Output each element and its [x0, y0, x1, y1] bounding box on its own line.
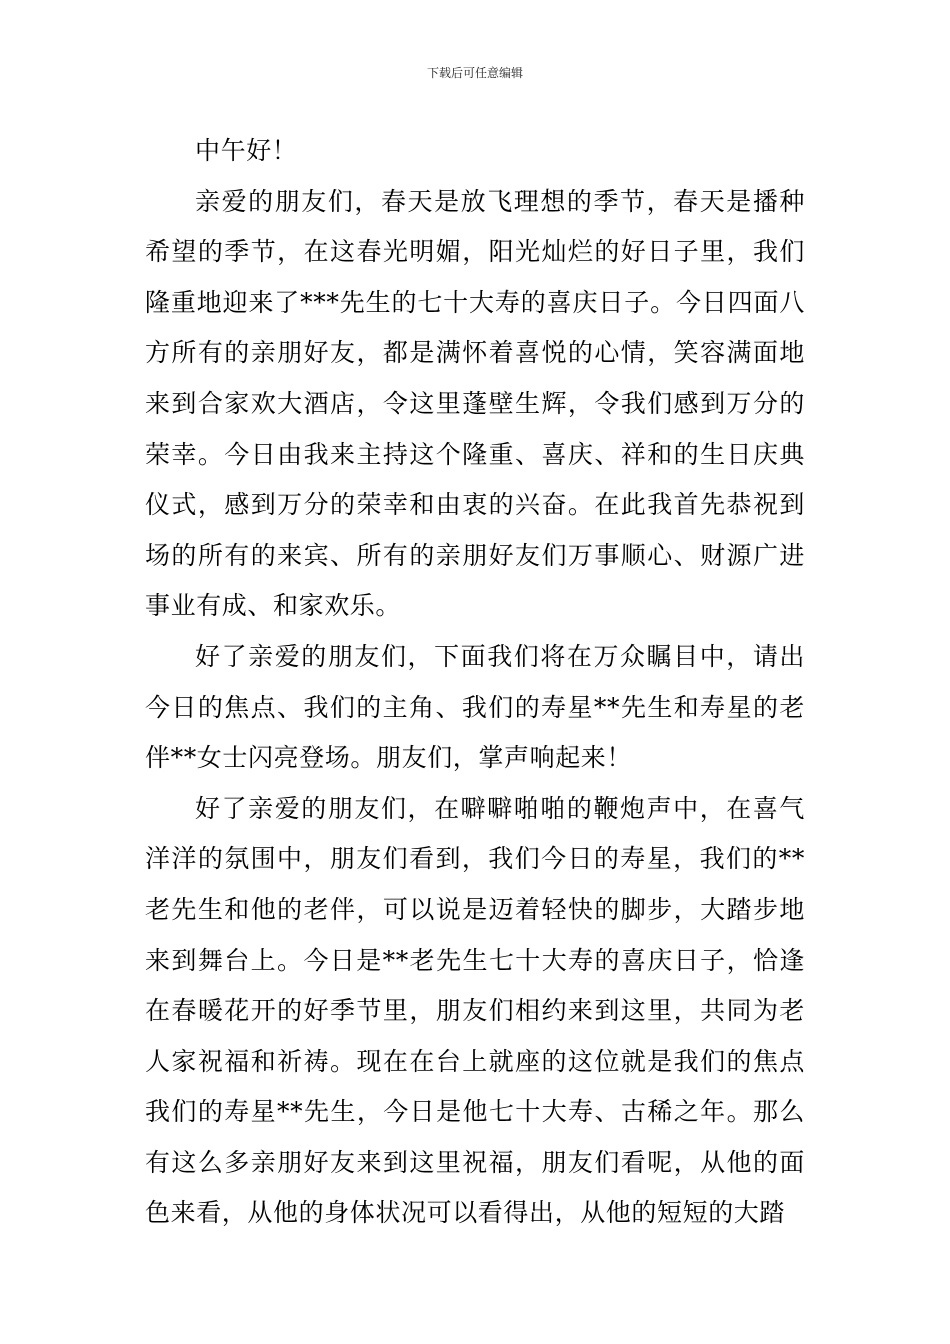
body-paragraph: 好了亲爱的朋友们，在噼噼啪啪的鞭炮声中，在喜气洋洋的氛围中，朋友们看到，我们今日的寿星，我们的**老先生和他的老伴，可以说是迈着轻快的脚步，大踏步地来到舞台上。今日是**老先生七十大寿的喜庆日子，恰逢在春暖花开的好季节里，朋友们相约来到这里，共同为老人家祝福和祈祷。现在在台上就座的这位就是我们的焦点我们的寿星**先生，今日是他七十大寿、古稀之年。那么有这么多亲朋好友来到这里祝福，朋友们看呢，从他的面色来看，从他的身体状况可以看得出，从他的短短的大踏: [145, 793, 805, 1228]
greeting-paragraph: 中午好！: [195, 136, 298, 165]
page-header-note: 下载后可任意编辑: [426, 66, 523, 80]
body-paragraph: 亲爱的朋友们，春天是放飞理想的季节，春天是播种希望的季节，在这春光明媚，阳光灿烂的好日子里，我们隆重地迎来了***先生的七十大寿的喜庆日子。今日四面八方所有的亲朋好友，都是满怀着喜悦的心情，笑容满面地来到合家欢大酒店，令这里蓬壁生辉，令我们感到万分的荣幸。今日由我来主持这个隆重、喜庆、祥和的生日庆典仪式，感到万分的荣幸和由衷的兴奋。在此我首先恭祝到场的所有的来宾、所有的亲朋好友们万事顺心、财源广进事业有成、和家欢乐。: [145, 186, 805, 621]
document-body: [145, 126, 805, 1239]
body-paragraph: 好了亲爱的朋友们，下面我们将在万众瞩目中，请出今日的焦点、我们的主角、我们的寿星**先生和寿星的老伴**女士闪亮登场。朋友们，掌声响起来！: [145, 641, 805, 773]
